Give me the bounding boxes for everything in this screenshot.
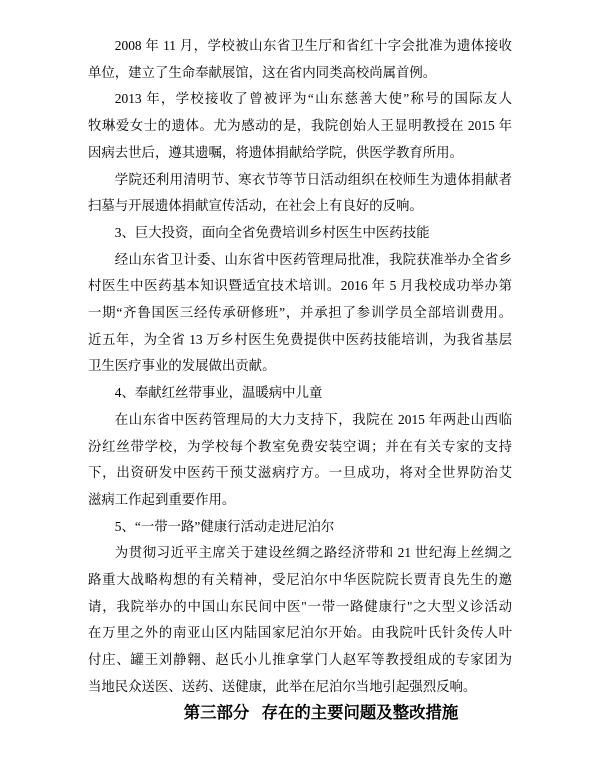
- text-line: 2008 年 11 月，学校被山东省卫生厅和省红十字会批准为遗体接收: [114, 38, 512, 53]
- text-line: 村医生中医药基本知识暨适宜技术培训。2016 年 5 月我校成功举办第: [88, 278, 512, 294]
- text-line: 为贯彻习近平主席关于建设丝绸之路经济带和 21 世纪海上丝绸之: [114, 545, 512, 561]
- text-line: 扫墓与开展遗体捐献宣传活动，在社会上有良好的反响。: [88, 198, 423, 214]
- part-heading: 第三部分 存在的主要问题及整改措施: [183, 702, 459, 722]
- paragraph-donor-remains: [88, 86, 512, 166]
- text-line: 当地民众送医、送药、送健康，此举在尼泊尔当地引起强烈反响。: [88, 678, 477, 694]
- document-page: [88, 33, 512, 725]
- text-line: 滋病工作起到重要作用。: [88, 491, 236, 507]
- text-line: 路重大战略构想的有关精神，受尼泊尔中华医院院长贾青良先生的邀: [88, 572, 512, 588]
- paragraph-village-doctor-training: [88, 247, 512, 381]
- text-line: 近五年，为全省 13 万乡村医生免费提供中医药技能培训，为我省基层: [88, 331, 512, 347]
- text-line: 在万里之外的南亚山区内陆国家尼泊尔开始。由我院叶氏针灸传人叶: [88, 625, 512, 641]
- section-heading-5: 5、“一带一路”健康行活动走进尼泊尔: [114, 518, 335, 534]
- text-line: 请，我院举办的中国山东民间中医"一带一路健康行"之大型义诊活动: [88, 598, 512, 614]
- text-line: 卫生医疗事业的发展做出贡献。: [88, 358, 276, 374]
- paragraph-nepal-health-tour: [88, 540, 512, 700]
- text-line: 一期“齐鲁国医三经传承研修班”，并承担了参训学员全部培训费用。: [88, 305, 512, 321]
- paragraph-memorial-activities: [88, 167, 512, 220]
- text-line: 因病去世后，遵其遗嘱，将遗体捐献给学院，供医学教育所用。: [88, 144, 463, 160]
- text-line: 经山东省卫计委、山东省中医药管理局批准，我院获准举办全省乡: [114, 251, 512, 267]
- text-line: 2013 年，学校接收了曾被评为“山东慈善大使”称号的国际友人: [114, 91, 512, 107]
- text-line: 汾红丝带学校，为学校每个教室免费安装空调；并在有关专家的支持: [88, 438, 512, 454]
- text-line: 牧琳爱女士的遗体。尤为感动的是，我院创始人王显明教授在 2015 年: [88, 118, 512, 134]
- paragraph-donation-unit: [88, 33, 512, 86]
- paragraph-red-ribbon: [88, 407, 512, 514]
- section-heading-4: 4、奉献红丝带事业，温暖病中儿童: [114, 385, 323, 401]
- text-line: 学院还利用清明节、寒衣节等节日活动组织在校师生为遗体捐献者: [114, 171, 512, 187]
- text-line: 付庄、罐王刘静翱、赵氏小儿推拿掌门人赵军等教授组成的专家团为: [88, 652, 512, 668]
- text-line: 单位，建立了生命奉献展馆，这在省内同类高校尚属首例。: [88, 64, 437, 80]
- text-line: 在山东省中医药管理局的大力支持下，我院在 2015 年两赴山西临: [114, 411, 512, 427]
- text-line: 下，出资研发中医药干预艾滋病疗方。一旦成功，将对全世界防治艾: [88, 465, 512, 481]
- section-heading-3: 3、巨大投资，面向全省免费培训乡村医生中医药技能: [114, 224, 430, 240]
